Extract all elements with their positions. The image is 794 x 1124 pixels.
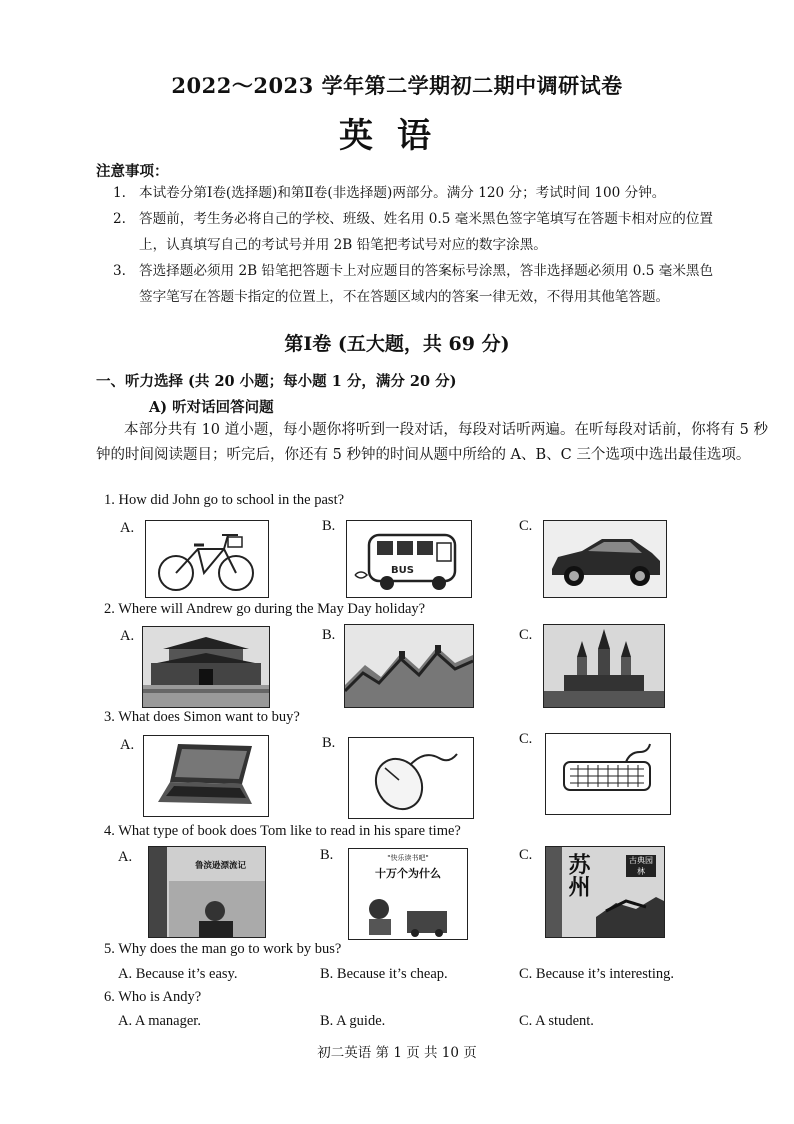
option-c-label: C.	[519, 847, 533, 863]
book-illustration-icon	[349, 883, 467, 939]
note-text-cont: 上，认真填写自己的考试号并用 2B 铅笔把考试号对应的数字涂黑。	[139, 237, 547, 253]
note-item-1	[113, 180, 768, 206]
option-b[interactable]: B. A guide.	[320, 1013, 386, 1029]
great-wall-icon	[345, 625, 473, 707]
option-b[interactable]: B. Because it’s cheap.	[320, 966, 448, 982]
option-c-label: C.	[519, 518, 533, 534]
bus-icon	[347, 521, 471, 597]
option-c-label: C.	[519, 627, 533, 643]
subject-title: 英语	[339, 116, 455, 156]
mouse-picture[interactable]	[348, 737, 474, 819]
book-robinson-picture[interactable]	[148, 846, 266, 938]
notes-heading: 注意事项：	[96, 163, 169, 180]
option-c[interactable]: C. A student.	[519, 1013, 594, 1029]
sub-title: A) 听对话回答问题	[149, 399, 274, 416]
option-a[interactable]: A. Because it’s easy.	[118, 966, 238, 982]
page-footer: 初二英语 第 1 页 共 10 页	[317, 1045, 477, 1061]
laptop-icon	[144, 736, 268, 816]
note-number: 2.	[113, 211, 126, 227]
book-tag: "快乐读书吧"	[387, 854, 429, 862]
garden-illustration-icon	[596, 887, 664, 937]
option-b-label: B.	[322, 627, 336, 643]
instructions: 本部分共有 10 道小题，每小题你将听到一段对话，每段对话听两遍。在听每段对话前，你将有 5 秒钟的时间阅读题目；听完后，你还有 5 秒钟的时间从题中所给的 A、B、C 三个选项中选出最佳选项。	[96, 422, 768, 463]
question-3: 3. What does Simon want to buy?	[104, 709, 300, 725]
note-text-cont: 签字笔写在答题卡指定的位置上，不在答题区域内的答案一律无效，不得用其他笔答题。	[139, 289, 670, 305]
keyboard-icon	[546, 734, 670, 814]
option-c[interactable]: C. Because it’s interesting.	[519, 966, 675, 982]
option-b-label: B.	[320, 847, 334, 863]
question-6: 6. Who is Andy?	[104, 989, 202, 1005]
book-illustration-icon	[169, 881, 265, 937]
book-badge: 古典园林	[626, 855, 656, 877]
bus-picture[interactable]	[346, 520, 472, 598]
option-a-label: A.	[120, 520, 135, 536]
question-5: 5. Why does the man go to work by bus?	[104, 941, 342, 957]
note-item-2	[113, 206, 768, 258]
section-title: 第Ⅰ卷 (五大题，共 69 分)	[284, 333, 510, 355]
car-icon	[544, 521, 666, 597]
exam-title: 2022～2023 学年第二学期初二期中调研试卷	[171, 73, 623, 98]
option-b-label: B.	[322, 735, 336, 751]
option-a-label: A.	[120, 628, 135, 644]
option-a-label: A.	[118, 849, 133, 865]
note-number: 1.	[113, 185, 126, 201]
note-text: 答选择题必须用 2B 铅笔把答题卡上对应题目的答案标号涂黑，答非选择题必须用 0.5 毫米黑色	[139, 263, 714, 279]
note-number: 3.	[113, 263, 126, 279]
book-title: 十万个为什么	[375, 867, 441, 880]
note-text: 答题前，考生务必将自己的学校、班级、姓名用 0.5 毫米黑色签字笔填写在答题卡相对应的位置	[139, 211, 714, 227]
castle-icon	[544, 625, 664, 707]
computer-mouse-icon	[349, 738, 473, 818]
question-2: 2. Where will Andrew go during the May Day holiday?	[104, 601, 426, 617]
castle-picture[interactable]	[543, 624, 665, 708]
note-text: 本试卷分第Ⅰ卷(选择题)和第Ⅱ卷(非选择题)两部分。满分 120 分；考试时间 100 分钟。	[139, 185, 666, 201]
book-spine	[546, 847, 562, 937]
bicycle-picture[interactable]	[145, 520, 269, 598]
option-b-label: B.	[322, 518, 336, 534]
book-suzhou-picture[interactable]	[545, 846, 665, 938]
question-4: 4. What type of book does Tom like to read in his spare time?	[104, 823, 461, 839]
book-spine	[149, 847, 167, 937]
bicycle-icon	[146, 521, 268, 597]
option-a[interactable]: A. A manager.	[118, 1013, 201, 1029]
car-picture[interactable]	[543, 520, 667, 598]
question-1: 1. How did John go to school in the past?	[104, 492, 345, 508]
option-a-label: A.	[120, 737, 135, 753]
book-why-picture[interactable]	[348, 848, 468, 940]
book-title: 鲁滨逊漂流记	[195, 861, 247, 871]
part-title: 一、听力选择 (共 20 小题；每小题 1 分，满分 20 分)	[96, 373, 457, 390]
note-item-3	[113, 258, 768, 310]
great-wall-picture[interactable]	[344, 624, 474, 708]
keyboard-picture[interactable]	[545, 733, 671, 815]
option-c-label: C.	[519, 731, 533, 747]
tiananmen-picture[interactable]	[142, 626, 270, 708]
laptop-picture[interactable]	[143, 735, 269, 817]
book-title: 苏州	[565, 853, 591, 897]
svg-text:BUS: BUS	[391, 565, 414, 576]
tiananmen-icon	[143, 627, 269, 707]
